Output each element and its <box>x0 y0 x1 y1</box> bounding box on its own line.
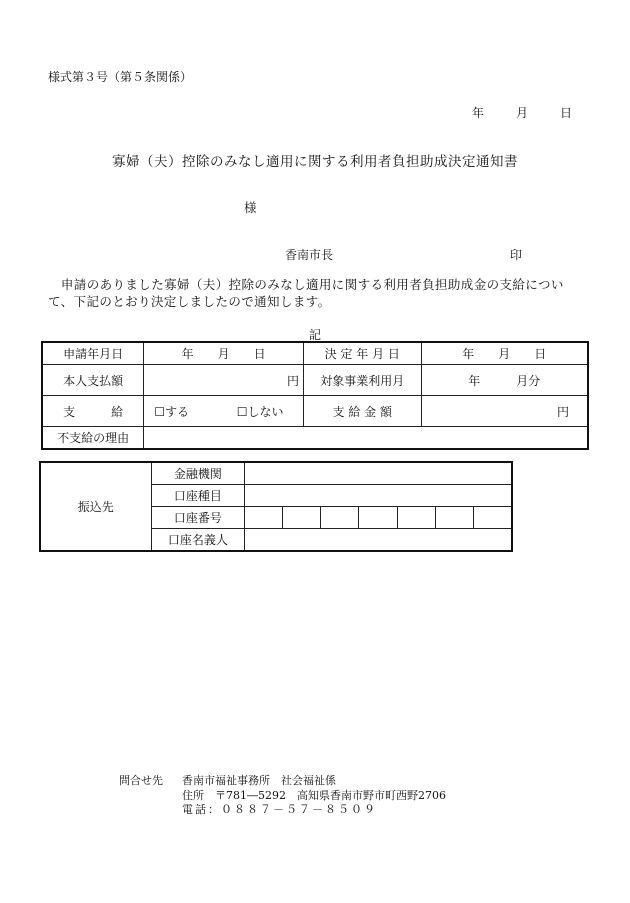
account-digit-box[interactable] <box>435 507 473 529</box>
table-row <box>42 396 588 427</box>
account-digit-box[interactable] <box>321 507 359 529</box>
payment-amount-value[interactable]: 円 <box>421 396 588 427</box>
payment-label: 支 給 <box>42 396 144 427</box>
bank-value[interactable] <box>245 462 512 485</box>
issuer-name: 香南市長 <box>285 248 334 262</box>
application-date-value[interactable]: 年 月 日 <box>144 342 304 365</box>
account-digit-box[interactable] <box>359 507 397 529</box>
non-payment-reason-label: 不支給の理由 <box>42 427 144 450</box>
decision-table <box>41 341 589 450</box>
bank-label: 金融機関 <box>151 462 245 485</box>
decision-date-label: 決 定 年 月 日 <box>303 342 421 365</box>
account-digit-box[interactable] <box>473 507 512 529</box>
contact-phone: 電話：０８８７－５７－８５０９ <box>182 803 377 816</box>
account-digit-box[interactable] <box>245 507 283 529</box>
target-month-value[interactable]: 年 月分 <box>421 365 588 396</box>
non-payment-reason-value[interactable] <box>144 427 588 450</box>
decision-date-value[interactable]: 年 月 日 <box>421 342 588 365</box>
notice-body-text: 申請のありました寡婦（夫）控除のみなし適用に関する利用者負担助成金の支給について、下記のとおり決定しましたので通知します。 <box>48 277 564 309</box>
contact-office: 香南市福祉事務所 社会福祉係 <box>182 774 336 787</box>
contact-address: 住所 〒781―5292 高知県香南市野市町西野2706 <box>182 789 446 802</box>
date-month: 月 <box>516 106 529 120</box>
payment-amount-label: 支 給 金 額 <box>303 396 421 427</box>
contact-label: 問合せ先 <box>119 774 163 787</box>
account-type-value[interactable] <box>245 485 512 507</box>
account-number-label: 口座番号 <box>151 507 245 529</box>
target-month-label: 対象事業利用月 <box>303 365 421 396</box>
document-title: 寡婦（夫）控除のみなし適用に関する利用者負担助成決定通知書 <box>112 154 518 170</box>
application-date-label: 申請年月日 <box>42 342 144 365</box>
account-digit-box[interactable] <box>283 507 321 529</box>
account-digit-box[interactable] <box>397 507 435 529</box>
payment-yes-checkbox[interactable]: ☐する <box>154 404 189 419</box>
self-payment-value[interactable]: 円 <box>144 365 304 396</box>
account-type-label: 口座種目 <box>151 485 245 507</box>
self-payment-label: 本人支払額 <box>42 365 144 396</box>
table-row <box>40 462 512 485</box>
addressee-suffix: 様 <box>244 200 257 215</box>
account-holder-value[interactable] <box>245 529 512 552</box>
transfer-table <box>39 461 513 552</box>
ki-heading: 記 <box>308 328 321 342</box>
table-row <box>42 427 588 450</box>
date-year: 年 <box>472 106 485 120</box>
notice-body <box>48 276 588 310</box>
date-day: 日 <box>560 106 573 120</box>
transfer-section-label: 振込先 <box>40 462 151 551</box>
form-number: 様式第３号（第５条関係） <box>48 70 193 84</box>
table-row <box>42 342 588 365</box>
seal-mark: 印 <box>510 248 523 262</box>
payment-options <box>144 396 304 427</box>
payment-no-checkbox[interactable]: ☐しない <box>236 404 284 419</box>
account-holder-label: 口座名義人 <box>151 529 245 552</box>
table-row <box>42 365 588 396</box>
